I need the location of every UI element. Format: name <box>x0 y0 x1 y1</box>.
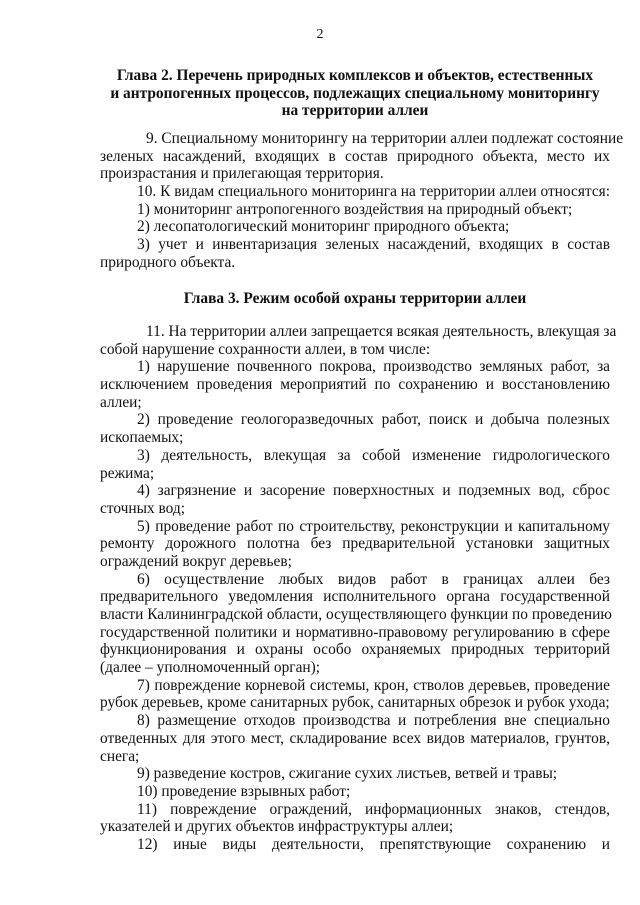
paragraph-line: 9) разведение костров, сжигание сухих листьев, ветвей и травы; <box>137 765 558 783</box>
chapter-2-title-line: на территории аллеи <box>281 102 429 120</box>
paragraph-line: 3) деятельность, влекущая за собой изменение гидрологического <box>137 446 610 464</box>
paragraph-line: 1) мониторинг антропогенного воздействия на природный объект; <box>137 200 573 218</box>
paragraph-line: ограждений вокруг деревьев; <box>100 552 292 570</box>
paragraph-line: природного объекта. <box>100 253 236 271</box>
paragraph-line: отведенных для этого мест, складирование всех видов материалов, грунтов, <box>100 729 610 747</box>
paragraph-line: ископаемых; <box>100 429 184 447</box>
paragraph-line: государственной политики и нормативно-правовому регулированию в сфере <box>100 623 610 641</box>
paragraph-line: 8) размещение отходов производства и потребления вне специально <box>137 712 610 730</box>
paragraph-line: рубок деревьев, кроме санитарных рубок, санитарных обрезок и рубок ухода; <box>100 694 610 712</box>
paragraph-line: 11) повреждение ограждений, информационных знаков, стендов, <box>137 800 610 818</box>
paragraph-line: власти Калининградской области, осуществляющего функции по проведению <box>100 606 612 623</box>
paragraph-line: функционирования и охраны особо охраняемых природных территорий <box>100 641 610 659</box>
paragraph-line: 10) проведение взрывных работ; <box>137 782 351 800</box>
paragraph-line: зеленых насаждений, входящих в состав природного объекта, место их <box>100 147 610 165</box>
paragraph-line: 10. К видам специального мониторинга на территории аллеи относятся: <box>137 183 610 201</box>
chapter-2-title-line: Глава 2. Перечень природных комплексов и объектов, естественных <box>116 67 594 84</box>
paragraph-line: 2) проведение геологоразведочных работ, поиск и добыча полезных <box>137 411 610 429</box>
chapter-2-title-line: и антропогенных процессов, подлежащих специальному мониторингу <box>110 84 600 102</box>
paragraph-line: 9. Специальному мониторингу на территории аллеи подлежат состояние <box>146 130 624 147</box>
paragraph-line: 5) проведение работ по строительству, реконструкции и капитальному <box>137 517 610 535</box>
page-number: 2 <box>316 27 324 42</box>
paragraph-line: снега; <box>100 747 140 765</box>
paragraph-line: сточных вод; <box>100 499 186 517</box>
chapter-3-title: Глава 3. Режим особой охраны территории аллеи <box>183 290 527 307</box>
paragraph-line: (далее – уполномоченный орган); <box>100 659 321 677</box>
paragraph-line: предварительного уведомления исполнительного органа государственной <box>100 588 610 606</box>
paragraph-line: 7) повреждение корневой системы, крон, стволов деревьев, проведение <box>137 676 610 694</box>
paragraph-line: 11. На территории аллеи запрещается всякая деятельность, влекущая за <box>146 323 617 340</box>
paragraph-line: указателей и других объектов инфраструктуры аллеи; <box>100 818 454 836</box>
paragraph-line: 12) иные виды деятельности, препятствующие сохранению и <box>137 835 610 853</box>
chapter-3-body <box>100 323 617 854</box>
paragraph-line: исключением проведения мероприятий по сохранению и восстановлению <box>100 376 610 394</box>
paragraph-line: 6) осуществление любых видов работ в границах аллеи без <box>137 570 610 588</box>
paragraph-line: 4) загрязнение и засорение поверхностных и подземных вод, сброс <box>137 482 610 500</box>
paragraph-line: режима; <box>100 464 155 482</box>
paragraph-line: 3) учет и инвентаризация зеленых насаждений, входящих в состав <box>137 236 610 254</box>
chapter-2-heading <box>100 67 610 120</box>
chapter-3-heading <box>100 290 610 308</box>
paragraph-line: ремонту дорожного полотна без предварительной установки защитных <box>100 535 610 553</box>
paragraph-line: 2) лесопатологический мониторинг природного объекта; <box>137 218 510 236</box>
paragraph-line: произрастания и прилегающая территория. <box>100 165 384 183</box>
paragraph-line: аллеи; <box>100 393 142 411</box>
paragraph-line: собой нарушение сохранности аллеи, в том числе: <box>100 340 431 358</box>
chapter-2-body <box>100 130 624 272</box>
paragraph-line: 1) нарушение почвенного покрова, производство земляных работ, за <box>137 358 610 376</box>
